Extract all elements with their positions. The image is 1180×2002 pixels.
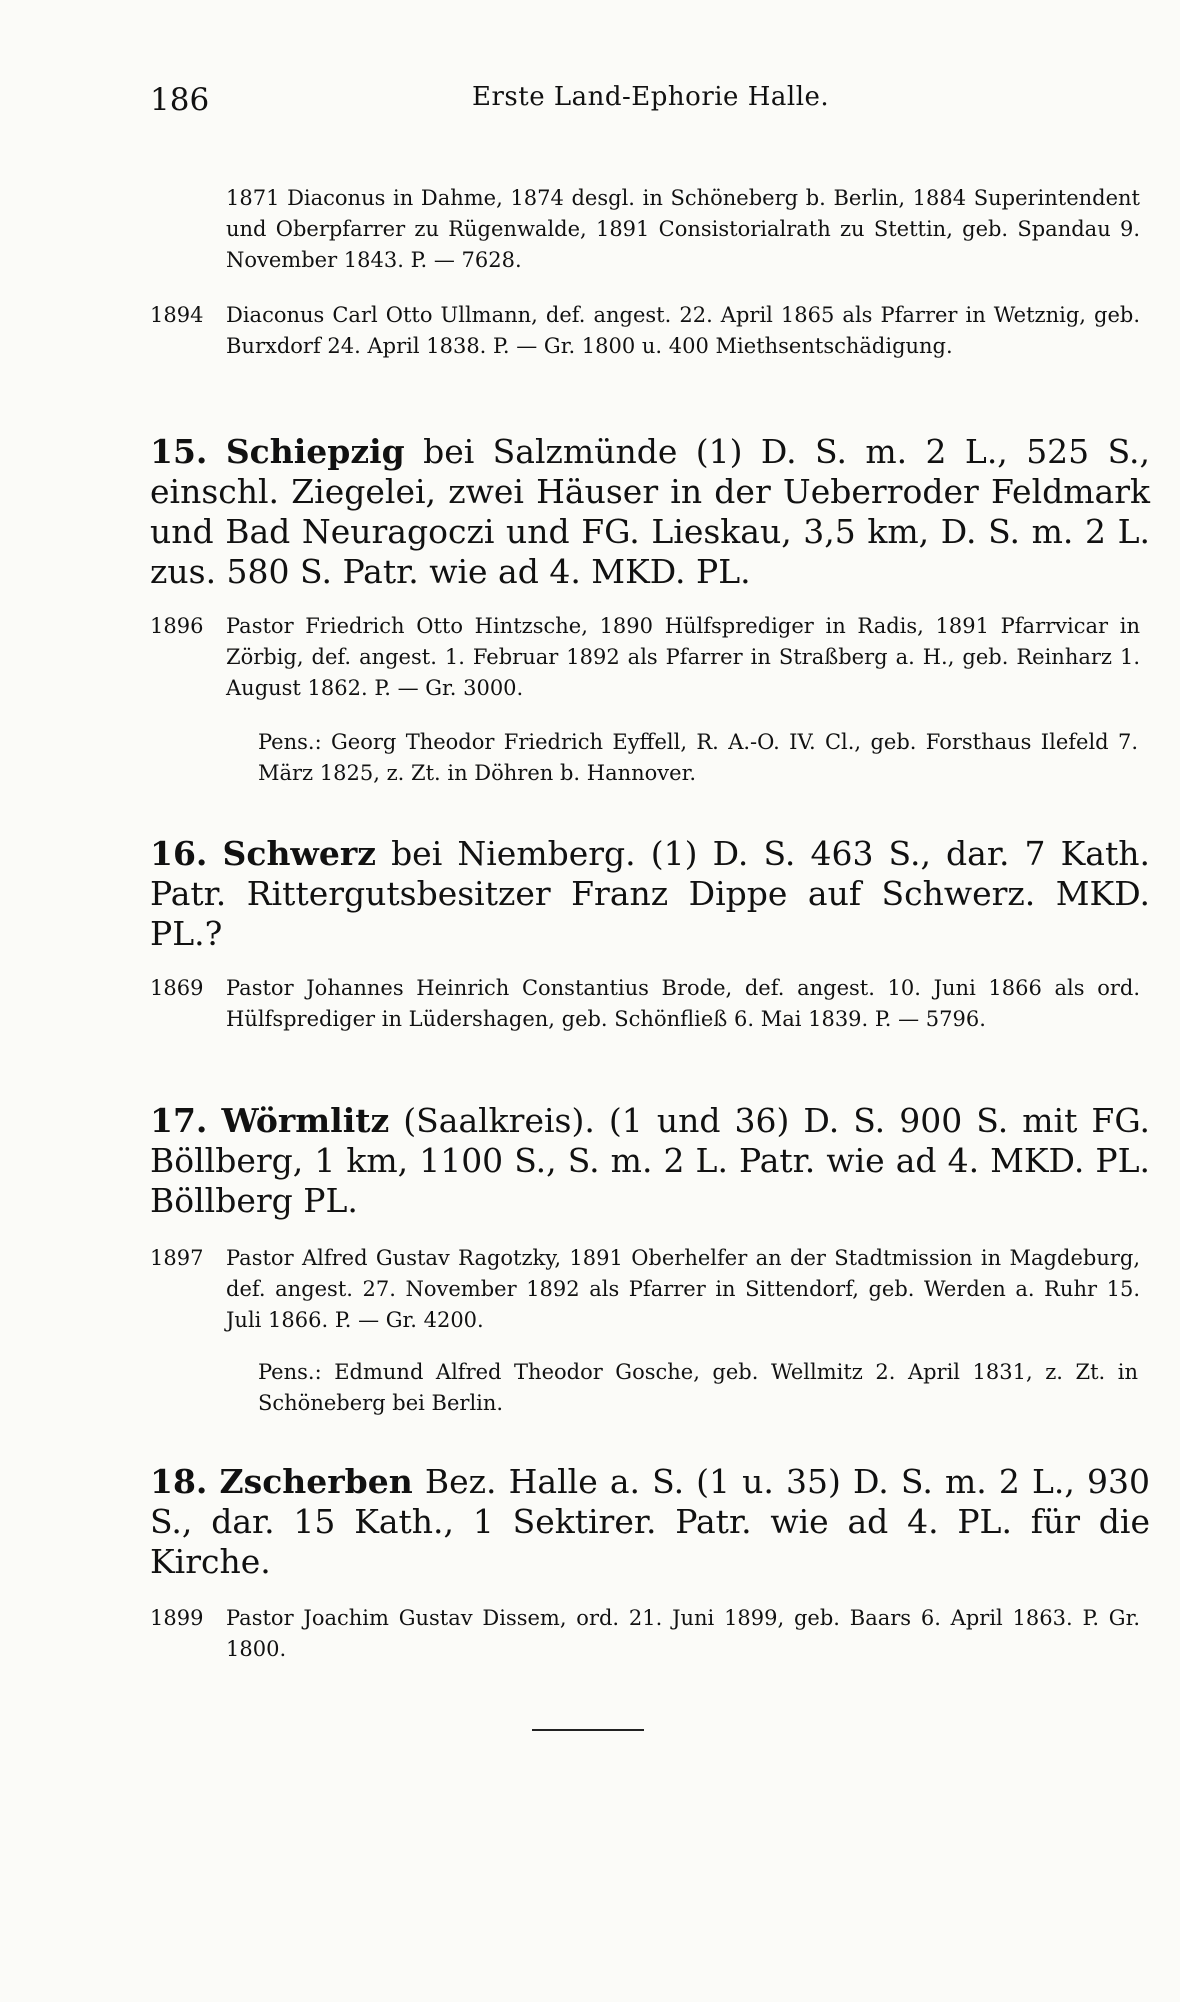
- entry-ragotzky: [150, 1243, 1140, 1336]
- pensioner-text: Pens.: Edmund Alfred Theodor Gosche, geb. Wellmitz 2. April 1831, z. Zt. in Schöneberg bei Berlin.: [258, 1360, 1138, 1415]
- entry-year: 1899: [150, 1606, 204, 1630]
- parish-name: Wörmlitz: [221, 1101, 390, 1140]
- page-header: [150, 82, 1030, 122]
- entry-text: Pastor Friedrich Otto Hintzsche, 1890 Hülfsprediger in Radis, 1891 Pfarrvicar in Zörbig, def. angest. 1. Februar 1892 als Pfarrer in Straßberg a. H., geb. Reinharz 1. August 1862. P. — Gr. 3000.: [226, 614, 1140, 700]
- entry-year: 1897: [150, 1246, 204, 1270]
- parish-description: (Saalkreis). (1 und 36) D. S. 900 S. mit FG. Böllberg, 1 km, 1100 S., S. m. 2 L. Patr. wie ad 4. MKD. PL. Böllberg PL.: [150, 1101, 1150, 1220]
- entry-text: Pastor Joachim Gustav Dissem, ord. 21. Juni 1899, geb. Baars 6. April 1863. P. Gr. 1800.: [226, 1606, 1140, 1661]
- entry-continuation: [150, 183, 1140, 276]
- parish-number: 15.: [150, 432, 208, 471]
- entry-dissem: [150, 1603, 1140, 1665]
- entry-ullmann: [150, 300, 1140, 362]
- entry-text: Diaconus Carl Otto Ullmann, def. angest. 22. April 1865 als Pfarrer in Wetznig, geb. Burxdorf 24. April 1838. P. — Gr. 1800 u. 400 Miethsentschädigung.: [226, 303, 1140, 358]
- parish-16-schwerz: [150, 834, 1150, 954]
- pensioner-gosche: [258, 1357, 1138, 1419]
- parish-description: bei Niemberg. (1) D. S. 463 S., dar. 7 Kath. Patr. Rittergutsbesitzer Franz Dippe auf Schwerz. MKD. PL.?: [150, 834, 1150, 953]
- end-rule: [532, 1729, 644, 1731]
- parish-name: Schiepzig: [225, 432, 405, 471]
- running-head: Erste Land-Ephorie Halle.: [472, 82, 830, 112]
- entry-year: 1869: [150, 976, 204, 1000]
- parish-15-schiepzig: [150, 432, 1150, 592]
- pensioner-text: Pens.: Georg Theodor Friedrich Eyffell, R. A.-O. IV. Cl., geb. Forsthaus Ilefeld 7. März 1825, z. Zt. in Döhren b. Hannover.: [258, 730, 1138, 785]
- parish-description: bei Salzmünde (1) D. S. m. 2 L., 525 S., einschl. Ziegelei, zwei Häuser in der Ueberroder Feldmark und Bad Neuragoczi und FG. Lieskau, 3,5 km, D. S. m. 2 L. zus. 580 S. Patr. wie ad 4. MKD. PL.: [150, 432, 1150, 591]
- parish-name: Schwerz: [222, 834, 376, 873]
- entry-year: 1896: [150, 614, 204, 638]
- entry-text: Pastor Johannes Heinrich Constantius Brode, def. angest. 10. Juni 1866 als ord. Hülfsprediger in Lüdershagen, geb. Schönfließ 6. Mai 1839. P. — 5796.: [226, 976, 1140, 1031]
- parish-17-woermlitz: [150, 1101, 1150, 1221]
- parish-name: Zscherben: [219, 1462, 413, 1501]
- entry-year: 1894: [150, 303, 204, 327]
- entry-hintzsche: [150, 611, 1140, 704]
- entry-text: 1871 Diaconus in Dahme, 1874 desgl. in Schöneberg b. Berlin, 1884 Superintendent und Oberpfarrer zu Rügenwalde, 1891 Consistorialrath zu Stettin, geb. Spandau 9. November 1843. P. — 7628.: [226, 186, 1140, 272]
- parish-number: 17.: [150, 1101, 208, 1140]
- entry-brode: [150, 973, 1140, 1035]
- parish-description: Bez. Halle a. S. (1 u. 35) D. S. m. 2 L., 930 S., dar. 15 Kath., 1 Sektirer. Patr. wie ad 4. PL. für die Kirche.: [150, 1462, 1150, 1581]
- parish-number: 16.: [150, 834, 208, 873]
- parish-number: 18.: [150, 1462, 208, 1501]
- pensioner-eyffell: [258, 727, 1138, 789]
- page-number: 186: [150, 82, 210, 118]
- parish-18-zscherben: [150, 1462, 1150, 1582]
- entry-text: Pastor Alfred Gustav Ragotzky, 1891 Oberhelfer an der Stadtmission in Magdeburg, def. angest. 27. November 1892 als Pfarrer in Sittendorf, geb. Werden a. Ruhr 15. Juli 1866. P. — Gr. 4200.: [226, 1246, 1140, 1332]
